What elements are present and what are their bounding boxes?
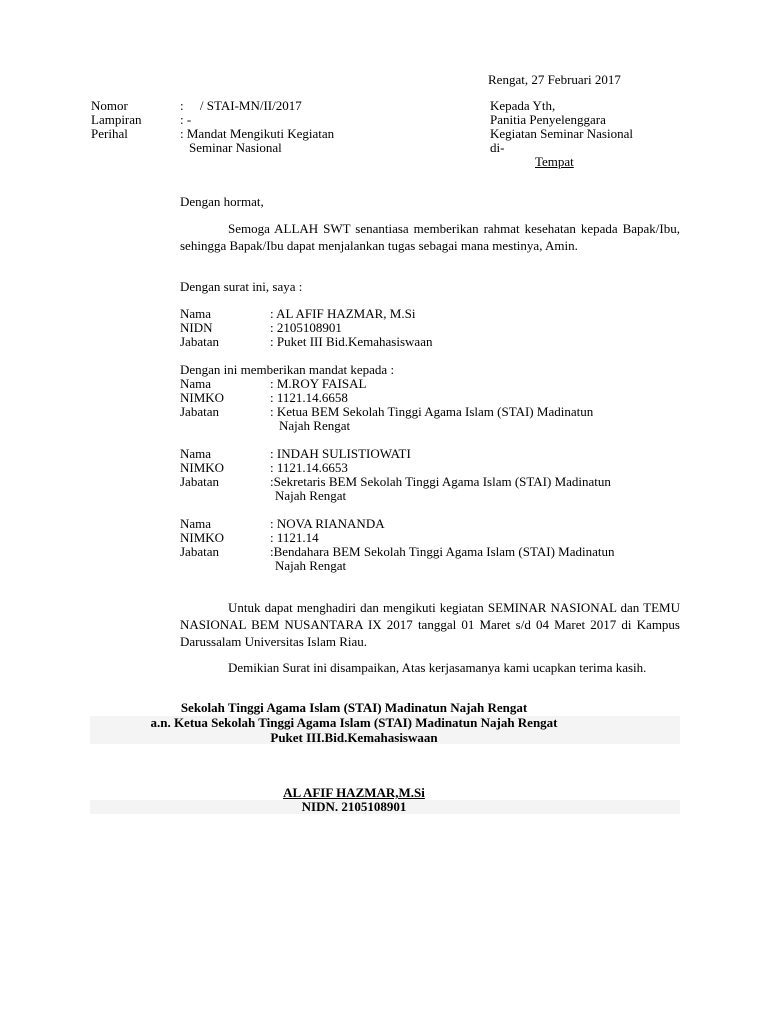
perihal-value-continued: Seminar Nasional [189,140,282,155]
lampiran-label: Lampiran [91,112,142,127]
delegate-nama-value: : M.ROY FAISAL [270,376,367,391]
nomor-value: : / STAI-MN/II/2017 [180,98,302,113]
signer-name: AL AFIF HAZMAR,M.Si [283,785,425,800]
sender-nama-label: Nama [180,306,212,321]
mandate-intro: Dengan ini memberikan mandat kepada : [180,362,395,377]
delegate-jabatan-value-continued: Najah Rengat [275,488,347,503]
nomor-label: Nomor [91,98,128,113]
sender-jabatan-label: Jabatan [180,334,219,349]
delegate-jabatan-value: :Sekretaris BEM Sekolah Tinggi Agama Islam (STAI) Madinatun [270,474,611,489]
recipient-di: di- [490,140,505,155]
salutation: Dengan hormat, [180,194,264,209]
delegate-jabatan-value-continued: Najah Rengat [279,418,351,433]
sender-nidn-value: : 2105108901 [270,320,342,335]
signature-institution: Sekolah Tinggi Agama Islam (STAI) Madinatun Najah Rengat [180,700,528,715]
delegate-nimko-value: : 1121.14 [270,530,319,545]
delegate-jabatan-label: Jabatan [180,474,219,489]
recipient-place: Tempat [535,154,574,169]
delegate-jabatan-label: Jabatan [180,544,219,559]
lampiran-value: : - [180,112,192,127]
purpose-paragraph: Untuk dapat menghadiri dan mengikuti kegiatan SEMINAR NASIONAL dan TEMU NASIONAL BEM NUSANTARA IX 2017 tanggal 01 Maret s/d 04 Maret 2017 di Kampus Darussalam Universitas Islam Riau. [180,600,680,649]
recipient-name: Panitia Penyelenggara [490,112,606,127]
signature-on-behalf: a.n. Ketua Sekolah Tinggi Agama Islam (STAI) Madinatun Najah Rengat [150,715,558,730]
delegate-nimko-value: : 1121.14.6653 [270,460,348,475]
delegate-nama-value: : INDAH SULISTIOWATI [270,446,411,461]
signer-id: NIDN. 2105108901 [301,799,407,814]
delegate-nama-label: Nama [180,446,212,461]
opening-paragraph: Semoga ALLAH SWT senantiasa memberikan rahmat kesehatan kepada Bapak/Ibu, sehingga Bapak/Ibu dapat menjalankan tugas sebagai mana mestinya, Amin. [180,221,680,253]
delegate-nama-label: Nama [180,516,212,531]
delegate-nimko-label: NIMKO [180,390,225,405]
perihal-value: : Mandat Mengikuti Kegiatan [180,126,335,141]
delegate-nama-value: : NOVA RIANANDA [270,516,385,531]
delegate-nimko-value: : 1121.14.6658 [270,390,348,405]
delegate-jabatan-value-continued: Najah Rengat [275,558,347,573]
recipient-event: Kegiatan Seminar Nasional [490,126,633,141]
sender-jabatan-value: : Puket III Bid.Kemahasiswaan [270,334,433,349]
delegate-jabatan-value: :Bendahara BEM Sekolah Tinggi Agama Islam (STAI) Madinatun [270,544,615,559]
delegate-nimko-label: NIMKO [180,530,225,545]
delegate-nimko-label: NIMKO [180,460,225,475]
recipient-greeting: Kepada Yth, [490,98,556,113]
delegate-jabatan-value: : Ketua BEM Sekolah Tinggi Agama Islam (STAI) Madinatun [270,404,594,419]
delegate-jabatan-label: Jabatan [180,404,219,419]
closing-paragraph: Demikian Surat ini disampaikan, Atas kerjasamanya kami ucapkan terima kasih. [228,660,647,675]
sender-intro: Dengan surat ini, saya : [180,279,303,294]
sender-nidn-label: NIDN [180,320,213,335]
sender-nama-value: : AL AFIF HAZMAR, M.Si [270,306,416,321]
signature-position: Puket III.Bid.Kemahasiswaan [270,730,438,745]
delegate-nama-label: Nama [180,376,212,391]
perihal-label: Perihal [91,126,128,141]
letter-date: Rengat, 27 Februari 2017 [488,72,621,87]
